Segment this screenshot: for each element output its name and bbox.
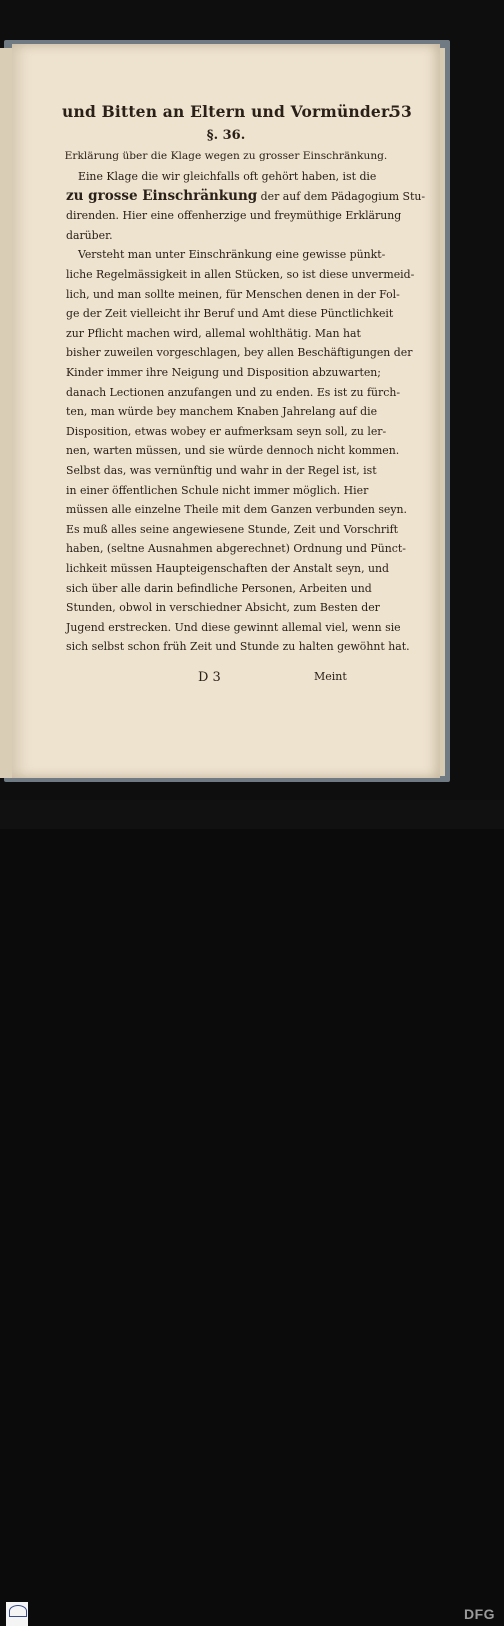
text-line: Versteht man unter Einschränkung eine gewisse pünkt- [78, 248, 386, 262]
dfg-logo: DFG [464, 1606, 496, 1622]
text-line: Es muß alles seine angewiesene Stunde, Zeit und Vorschrift [66, 522, 399, 536]
catchword: Meint [314, 670, 347, 683]
viewer-footer [0, 800, 504, 1622]
library-logo-icon [6, 1602, 28, 1626]
text-line: Selbst das, was vernünftig und wahr in der Regel ist, ist [66, 464, 377, 477]
text-line: darüber. [66, 228, 113, 242]
document-viewer [0, 0, 504, 800]
running-head [62, 102, 412, 121]
text-line: ten, man würde bey manchem Knaben Jahrelang auf die [66, 405, 378, 419]
emphasized-phrase: zu grosse Einschränkung [66, 187, 258, 204]
text-line: haben, (seltne Ausnahmen abgerechnet) Ordnung und Pünct- [66, 542, 406, 556]
text-line: sich selbst schon früh Zeit und Stunde zu halten gewöhnt hat. [66, 640, 410, 654]
text-line: lichkeit müssen Haupteigenschaften der Anstalt seyn, und [66, 562, 389, 575]
text-line: Stunden, obwol in verschiedner Absicht, zum Besten der [66, 601, 380, 615]
running-head-title: und Bitten an Eltern und Vormünder. [62, 102, 394, 121]
book-page [12, 44, 440, 778]
text-line: liche Regelmässigkeit in allen Stücken, so ist diese unvermeid- [66, 268, 415, 281]
text-line: nen, warten müssen, und sie würde dennoch nicht kommen. [66, 444, 400, 458]
text-line: ge der Zeit vielleicht ihr Beruf und Amt diese Pünctlichkeit [66, 307, 394, 321]
text-line: danach Lectionen anzufangen und zu enden. Es ist zu fürch- [66, 385, 401, 399]
text-line: zur Pflicht machen wird, allemal wohlthätig. Man hat [66, 326, 361, 340]
page-number: 53 [390, 102, 412, 121]
text-line: Kinder immer ihre Neigung und Disposition abzuwarten; [66, 366, 381, 379]
text-line: müssen alle einzelne Theile mit dem Ganzen verbunden seyn. [66, 503, 408, 517]
text-line: sich über alle darin befindliche Personen, Arbeiten und [66, 581, 372, 595]
text-line-rest: der auf dem Pädagogium Stu- [257, 189, 426, 203]
text-line: lich, und man sollte meinen, für Menschen denen in der Fol- [66, 287, 400, 301]
section-number: §. 36. [206, 128, 246, 143]
text-line: Jugend erstrecken. Und diese gewinnt allemal viel, wenn sie [66, 620, 401, 634]
text-line: Eine Klage die wir gleichfalls oft gehört haben, ist die [78, 170, 377, 183]
text-line: bisher zuweilen vorgeschlagen, bey allen Beschäftigungen der [66, 346, 413, 360]
text-line: in einer öffentlichen Schule nicht immer möglich. Hier [66, 483, 369, 497]
signature-mark: D 3 [198, 670, 221, 685]
section-heading: Erklärung über die Klage wegen zu grosser Einschränkung. [64, 150, 388, 162]
text-line: Disposition, etwas wobey er aufmerksam seyn soll, zu ler- [66, 424, 387, 438]
text-line: direnden. Hier eine offenherzige und freymüthige Erklärung [66, 209, 402, 223]
text-line [66, 187, 426, 204]
